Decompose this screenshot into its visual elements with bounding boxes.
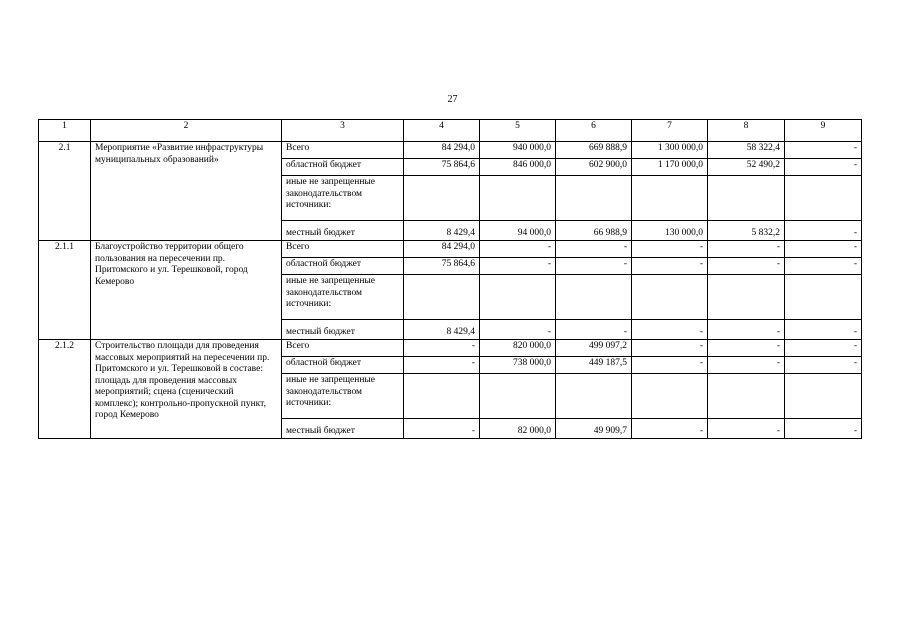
page-number: 27 [447, 94, 458, 105]
funding-source-label: местный бюджет [282, 320, 404, 340]
amount-cell: - [404, 357, 480, 374]
amount-cell: - [785, 340, 862, 357]
amount-cell: 669 888,9 [556, 142, 632, 159]
table-row [39, 340, 862, 357]
amount-cell [556, 176, 632, 221]
funding-source-label: Всего [282, 340, 404, 357]
amount-cell: - [556, 258, 632, 275]
amount-cell: - [404, 419, 480, 439]
amount-cell: - [480, 241, 556, 258]
column-number: 1 [39, 120, 91, 142]
item-code: 2.1 [39, 142, 91, 241]
amount-cell: 940 000,0 [480, 142, 556, 159]
funding-source-label: Всего [282, 241, 404, 258]
amount-cell: - [785, 320, 862, 340]
amount-cell: - [556, 320, 632, 340]
amount-cell: 75 864,6 [404, 159, 480, 176]
item-description: Строительство площади для проведения массовых мероприятий на пересечении пр. Притомского и ул. Терешковой в составе: площадь для проведения массовых мероприятий; сцена (сценический комплекс); контрольно-пропускной пункт, город Кемерово [91, 340, 282, 439]
amount-cell [785, 374, 862, 419]
amount-cell [480, 176, 556, 221]
amount-cell [785, 176, 862, 221]
item-code: 2.1.2 [39, 340, 91, 439]
amount-cell: 738 000,0 [480, 357, 556, 374]
amount-cell: 8 429,4 [404, 320, 480, 340]
amount-cell: - [556, 241, 632, 258]
amount-cell: 449 187,5 [556, 357, 632, 374]
amount-cell: - [785, 221, 862, 241]
column-number-row [39, 120, 862, 142]
amount-cell [632, 374, 708, 419]
amount-cell [708, 176, 785, 221]
table-row [39, 142, 862, 159]
amount-cell: - [785, 142, 862, 159]
amount-cell: - [632, 320, 708, 340]
amount-cell: - [708, 320, 785, 340]
funding-source-label: иные не запрещенные законодательством источники: [282, 176, 404, 221]
amount-cell: 84 294,0 [404, 241, 480, 258]
amount-cell: - [785, 241, 862, 258]
amount-cell [404, 176, 480, 221]
item-code: 2.1.1 [39, 241, 91, 340]
item-description: Мероприятие «Развитие инфраструктуры муниципальных образований» [91, 142, 282, 241]
funding-source-label: областной бюджет [282, 258, 404, 275]
amount-cell [556, 374, 632, 419]
column-number: 6 [556, 120, 632, 142]
amount-cell: - [785, 159, 862, 176]
funding-source-label: областной бюджет [282, 357, 404, 374]
amount-cell: - [708, 357, 785, 374]
amount-cell [480, 275, 556, 320]
amount-cell: 82 000,0 [480, 419, 556, 439]
amount-cell: - [708, 258, 785, 275]
funding-source-label: местный бюджет [282, 419, 404, 439]
amount-cell: 8 429,4 [404, 221, 480, 241]
amount-cell: - [708, 340, 785, 357]
amount-cell: 49 909,7 [556, 419, 632, 439]
amount-cell: 52 490,2 [708, 159, 785, 176]
amount-cell: 75 864,6 [404, 258, 480, 275]
amount-cell [632, 275, 708, 320]
amount-cell: 84 294,0 [404, 142, 480, 159]
funding-source-label: иные не запрещенные законодательством источники: [282, 374, 404, 419]
amount-cell: - [480, 258, 556, 275]
amount-cell: - [404, 340, 480, 357]
item-description: Благоустройство территории общего пользования на пересечении пр. Притомского и ул. Терешковой, город Кемерово [91, 241, 282, 340]
amount-cell [480, 374, 556, 419]
column-number: 4 [404, 120, 480, 142]
amount-cell [632, 176, 708, 221]
column-number: 3 [282, 120, 404, 142]
funding-source-label: областной бюджет [282, 159, 404, 176]
amount-cell: 1 300 000,0 [632, 142, 708, 159]
amount-cell: - [480, 320, 556, 340]
amount-cell: 66 988,9 [556, 221, 632, 241]
amount-cell: 602 900,0 [556, 159, 632, 176]
budget-table [38, 119, 862, 439]
column-number: 2 [91, 120, 282, 142]
amount-cell: 499 097,2 [556, 340, 632, 357]
amount-cell: - [632, 340, 708, 357]
amount-cell: - [708, 419, 785, 439]
column-number: 5 [480, 120, 556, 142]
amount-cell: - [632, 241, 708, 258]
amount-cell [556, 275, 632, 320]
table-body [39, 142, 862, 439]
amount-cell [785, 275, 862, 320]
amount-cell: - [785, 419, 862, 439]
amount-cell: - [785, 357, 862, 374]
amount-cell [708, 275, 785, 320]
amount-cell [404, 275, 480, 320]
amount-cell: 94 000,0 [480, 221, 556, 241]
amount-cell: 58 322,4 [708, 142, 785, 159]
amount-cell: - [785, 258, 862, 275]
amount-cell: - [708, 241, 785, 258]
funding-source-label: местный бюджет [282, 221, 404, 241]
amount-cell: - [632, 357, 708, 374]
amount-cell [708, 374, 785, 419]
column-number: 8 [708, 120, 785, 142]
amount-cell: - [632, 258, 708, 275]
column-number: 7 [632, 120, 708, 142]
amount-cell: 5 832,2 [708, 221, 785, 241]
table-row [39, 241, 862, 258]
amount-cell: 820 000,0 [480, 340, 556, 357]
amount-cell: 1 170 000,0 [632, 159, 708, 176]
funding-source-label: Всего [282, 142, 404, 159]
amount-cell: - [632, 419, 708, 439]
amount-cell: 846 000,0 [480, 159, 556, 176]
column-number: 9 [785, 120, 862, 142]
amount-cell: 130 000,0 [632, 221, 708, 241]
funding-source-label: иные не запрещенные законодательством источники: [282, 275, 404, 320]
amount-cell [404, 374, 480, 419]
